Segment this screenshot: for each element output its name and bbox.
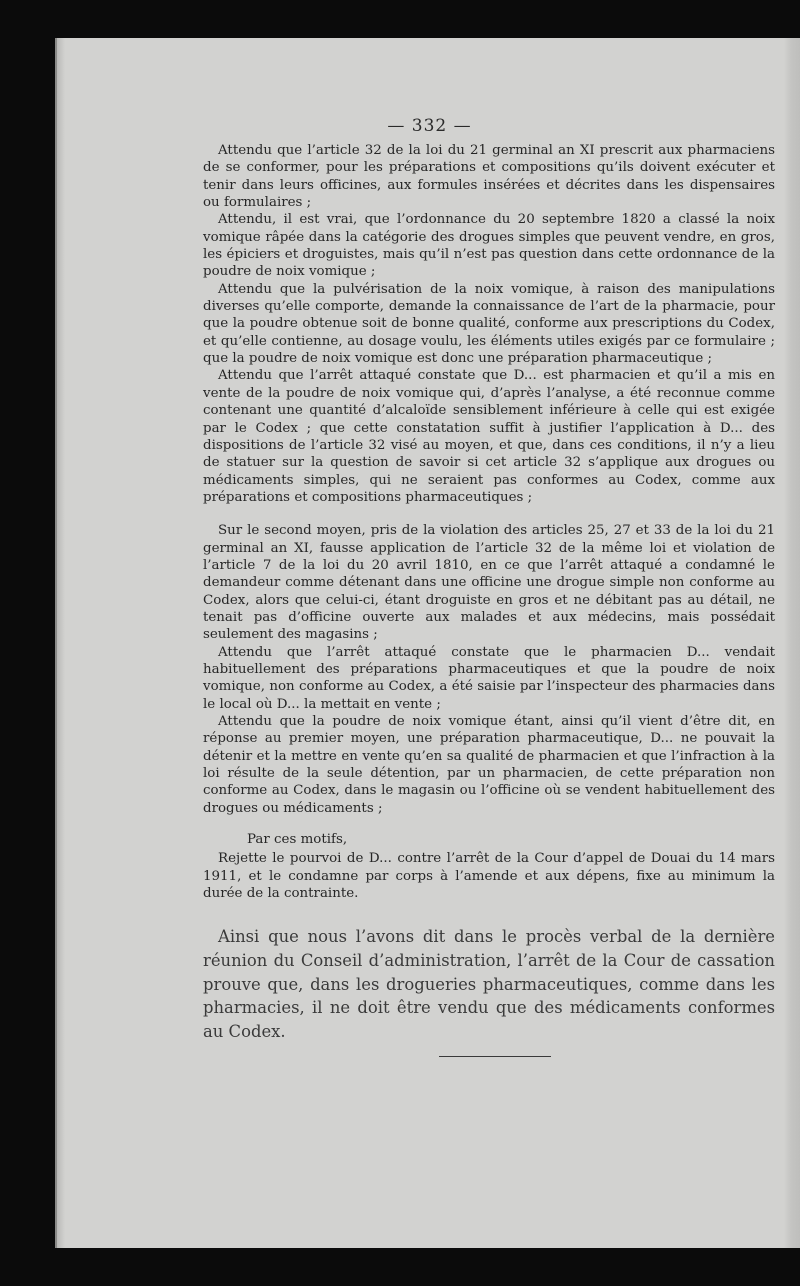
paragraph-second-moyen: Sur le second moyen, pris de la violation des articles 25, 27 et 33 de la loi du 21 germinal an XI, fausse application de l’article 32 de la même loi et violation de l’article 7 de la loi du 20 avril 1810, en ce que l’arrêt attaqué a condamné le demandeur comme détenant dans une officine une drogue simple non conforme au Codex, alors que celui-ci, étant droguiste en gros et ne débitant pas au détail, ne tenait pas d’officine ouverte aux malades et aux médecins, mais possédait seulement des magasins ; (203, 523, 775, 643)
paragraph-arret-attaque: Attendu que l’arrêt attaqué constate que D... est pharmacien et qu’il a mis en vente de la poudre de noix vomique qui, d’après l’analyse, a été reconnue comme contenant une quantité d’alcaloïde sensiblement inférieure à celle qui est exigée par le Codex ; que cette constatation suffit à justifier l’application à D... des dispositions de l’article 32 visé au moyen, et que, dans ces conditions, il n’y a lieu de statuer sur la question de savoir si cet article 32 s’applique aux drogues ou médicaments simples, qui ne seraient pas conformes au Codex, comme aux préparations et compositions pharmaceutiques ; (203, 368, 775, 505)
page-number: — 332 — (387, 116, 472, 136)
closing-rule (439, 1056, 551, 1057)
paragraph-motifs: Par ces motifs, (247, 832, 348, 848)
closing-note-text: Ainsi que nous l’avons dit dans le procès verbal de la dernière réunion du Conseil d’administration, l’arrêt de la Cour de cassation prouve que, dans les drogueries pharmaceutiques, comme dans les pharmacies, il ne doit être vendu que des médicaments conformes au Codex. (203, 927, 775, 1042)
page-edge-shadow (784, 38, 800, 1248)
paragraph-constatation: Attendu que l’arrêt attaqué constate que le pharmacien D... vendait habituellement des préparations pharmaceutiques et que la poudre de noix vomique, non conforme au Codex, a été saisie par l’inspecteur des pharmacies dans le local où D... la mettait en vente ; (203, 644, 775, 712)
paragraph-article-32: Attendu que l’article 32 de la loi du 21 germinal an XI prescrit aux pharmaciens de se conformer, pour les préparations et compositions qu’ils doivent exécuter et tenir dans leurs officines, aux formules insérées et décrites dans les dispensaires ou formulaires ; (203, 143, 775, 211)
closing-note (203, 925, 775, 1044)
judgment-text (203, 142, 775, 902)
book-page (55, 38, 800, 1248)
paragraph-detention: Attendu que la poudre de noix vomique étant, ainsi qu’il vient d’être dit, en réponse au premier moyen, une préparation pharmaceutique, D... ne pouvait la détenir et la mettre en vente qu’en sa qualité de pharmacien et que l’infraction à la loi résulte de la seule détention, par un pharmacien, de cette préparation non conforme au Codex, dans le magasin ou l’officine où se vendent habituellement des drogues ou médicaments ; (203, 714, 775, 816)
paragraph-ordonnance-1820: Attendu, il est vrai, que l’ordonnance du 20 septembre 1820 a classé la noix vomique râpée dans la catégorie des drogues simples que peuvent vendre, en gros, les épiciers et droguistes, mais qu’il n’est pas question dans cette ordonnance de la poudre de noix vomique ; (203, 212, 775, 280)
paragraph-rejet: Rejette le pourvoi de D... contre l’arrêt de la Cour d’appel de Douai du 14 mars 1911, et le condamne par corps à l’amende et aux dépens, fixe au minimum la durée de la contrainte. (203, 851, 775, 902)
paragraph-pulverisation: Attendu que la pulvérisation de la noix vomique, à raison des manipulations diverses qu’elle comporte, demande la connaissance de l’art de la pharmacie, pour que la poudre obtenue soit de bonne qualité, conforme aux prescriptions du Codex, et qu’elle contienne, au dosage voulu, les éléments utiles exigés par ce formulaire ; que la poudre de noix vomique est donc une préparation pharmaceutique ; (203, 281, 775, 367)
page-spine-shadow (57, 38, 65, 1248)
